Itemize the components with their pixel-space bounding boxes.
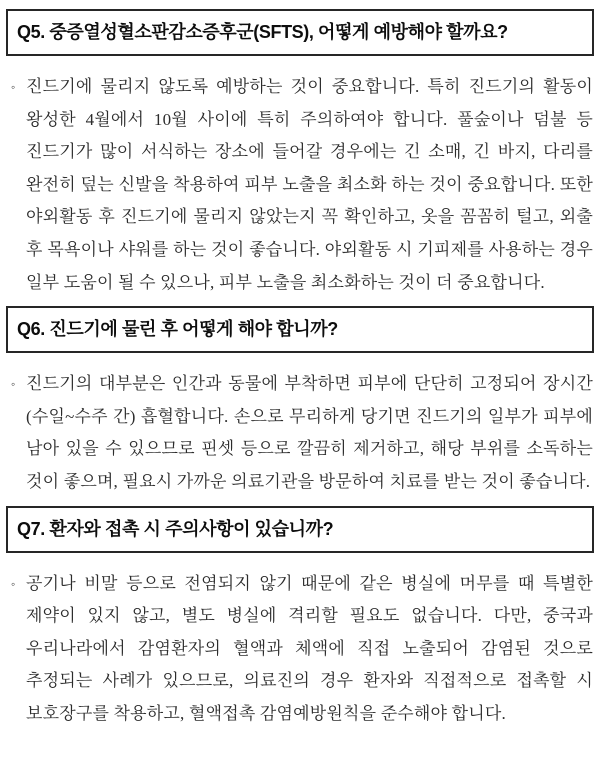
answer-block-q7: [11, 568, 593, 731]
faq-item-q6: [0, 306, 600, 498]
question-box-q7: [6, 506, 594, 553]
answer-block-q5: [11, 71, 593, 299]
faq-item-q5: [0, 9, 600, 299]
answer-text-q7: 공기나 비말 등으로 전염되지 않기 때문에 같은 병실에 머무를 때 특별한 제약이 있지 않고, 별도 병실에 격리할 필요도 없습니다. 다만, 중국과 우리나라에서 감염환자의 혈액과 체액에 직접 노출되어 감염된 것으로 추정되는 사례가 있으므로, 의료진의 경우 환자와 직접적으로 접촉할 시 보호장구를 착용하고, 혈액접촉 감염예방원칙을 준수해야 합니다.: [26, 573, 593, 723]
question-title-q7: Q7. 환자와 접촉 시 주의사항이 있습니까?: [17, 518, 334, 539]
bullet-icon: ◦: [11, 377, 16, 392]
question-title-q5: Q5. 중증열성혈소판감소증후군(SFTS), 어떻게 예방해야 할까요?: [17, 22, 508, 42]
faq-item-q7: [0, 506, 600, 731]
answer-text-q6: 진드기의 대부분은 인간과 동물에 부착하면 피부에 단단히 고정되어 장시간(수일~수주 간) 흡혈합니다. 손으로 무리하게 당기면 진드기의 일부가 피부에 남아 있을 수 있으므로 핀셋 등으로 깔끔히 제거하고, 해당 부위를 소독하는 것이 좋으며, 필요시 가까운 의료기관을 방문하여 치료를 받는 것이 좋습니다.: [26, 374, 593, 491]
question-title-q6: Q6. 진드기에 물린 후 어떻게 해야 합니까?: [17, 319, 338, 340]
question-box-q6: [6, 306, 594, 353]
answer-text-q5: 진드기에 물리지 않도록 예방하는 것이 중요합니다. 특히 진드기의 활동이 왕성한 4월에서 10월 사이에 특히 주의하여야 합니다. 풀숲이나 덤불 등 진드기가 많이 서식하는 장소에 들어갈 경우에는 긴 소매, 긴 바지, 다리를 완전히 덮는 신발을 착용하여 피부 노출을 최소화 하는 것이 중요합니다. 또한 야외활동 후 진드기에 물리지 않았는지 꼭 확인하고, 옷을 꼼꼼히 털고, 외출 후 목욕이나 샤워를 하는 것이 좋습니다. 야외활동 시 기피제를 사용하는 경우 일부 도움이 될 수 있으나, 피부 노출을 최소화하는 것이 더 중요합니다.: [26, 77, 593, 292]
answer-block-q6: [11, 368, 593, 498]
bullet-icon: ◦: [11, 80, 16, 94]
question-box-q5: [6, 9, 594, 56]
bullet-icon: ◦: [11, 576, 16, 591]
